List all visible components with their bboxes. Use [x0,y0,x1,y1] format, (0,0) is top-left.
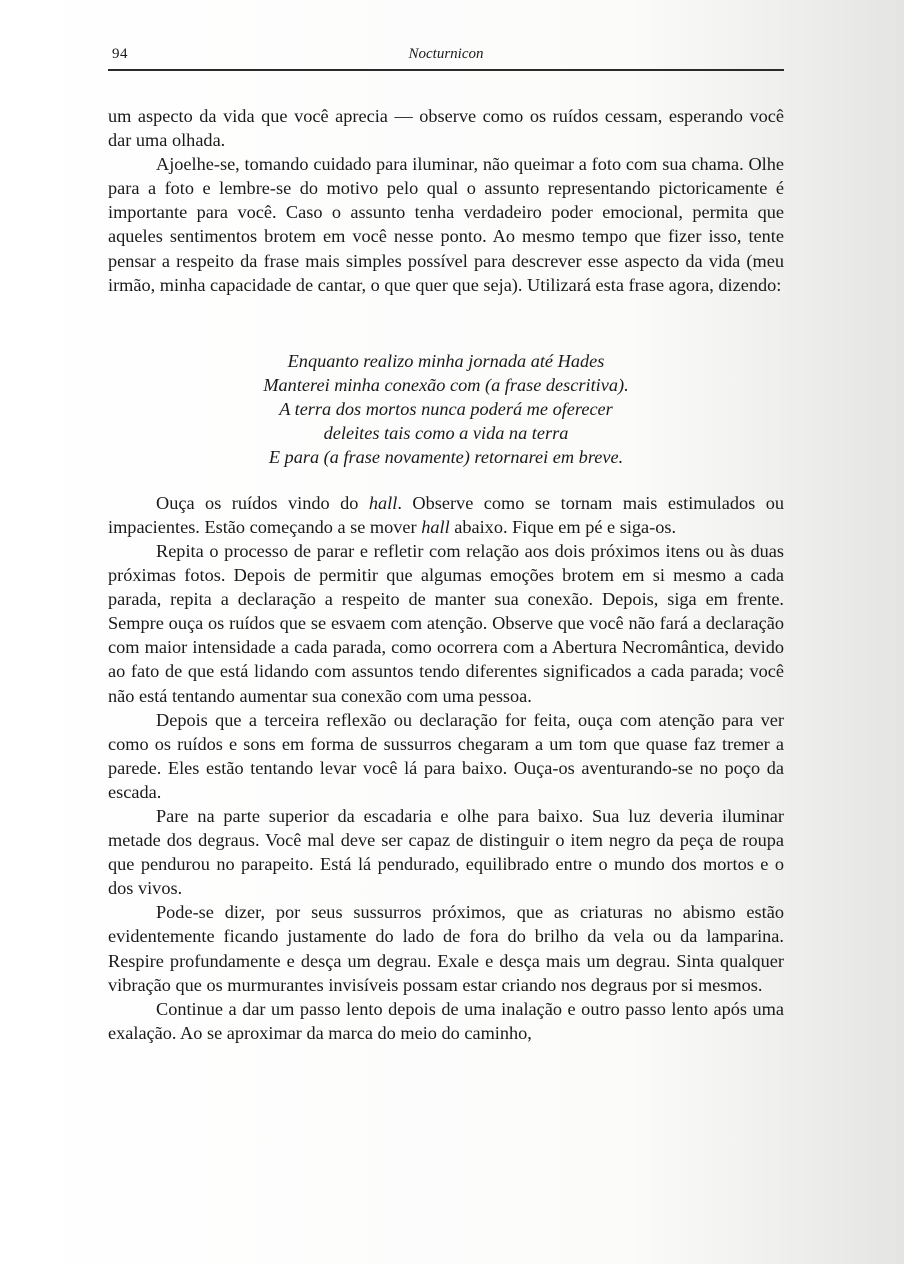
italic-term: hall [368,492,398,513]
page-header [108,44,784,68]
running-title: Nocturnicon [408,46,484,62]
invocation-verse [108,349,784,469]
paragraph-6: Pare na parte superior da escadaria e olhe para baixo. Sua luz deveria iluminar metade dos degraus. Você mal deve ser capaz de distinguir o item negro da peça de roupa que pendurou no parapeito. Está lá pendurado, equilibrado entre o mundo dos mortos e o dos vivos. [108,805,784,899]
header-rule [108,69,784,71]
paragraph-7: Pode-se dizer, por seus sussurros próximos, que as criaturas no abismo estão evidentemente ficando justamente do lado de fora do brilho da vela ou da lamparina. Respire profundamente e desça um degrau. Exale e desça mais um degrau. Sinta qualquer vibração que os murmurantes invisíveis possam estar criando nos degraus por si mesmos. [108,902,784,995]
verse-line: Enquanto realizo minha jornada até Hades [287,350,605,371]
paragraph-3 [108,491,784,539]
paragraph-3-part: . Observe como se tornam mais estimulados ou impacientes. Estão começando a se mover [108,492,784,537]
paragraph-5: Depois que a terceira reflexão ou declaração for feita, ouça com atenção para ver como os ruídos e sons em forma de sussurros chegaram a um tom que quase faz tremer a parede. Eles estão tentando levar você lá para baixo. Ouça-os aventurando-se no poço da escada. [108,709,784,802]
verse-line: A terra dos mortos nunca poderá me oferecer [279,398,613,419]
paragraph-1: um aspecto da vida que você aprecia — observe como os ruídos cessam, esperando você dar uma olhada. [108,106,784,151]
paragraph-2: Ajoelhe-se, tomando cuidado para iluminar, não queimar a foto com sua chama. Olhe para a foto e lembre-se do motivo pelo qual o assunto representando pictoricamente é importante para você. Caso o assunto tenha verdadeiro poder emocional, permita que aqueles sentimentos brotem em você nesse ponto. Ao mesmo tempo que fizer isso, tente pensar a respeito da frase mais simples possível para descrever esse aspecto da vida (meu irmão, minha capacidade de cantar, o que quer que seja). Utilizará esta frase agora, dizendo: [108,154,784,295]
page-number: 94 [112,46,128,62]
verse-line: E para (a frase novamente) retornarei em breve. [268,446,624,467]
italic-term: hall [421,516,450,537]
paragraph-8: Continue a dar um passo lento depois de uma inalação e outro passo lento após uma exalação. Ao se aproximar da marca do meio do caminho, [108,998,784,1043]
verse-line: deleites tais como a vida na terra [323,422,569,443]
paragraph-3-part: Ouça os ruídos vindo do [156,492,369,513]
paragraph-3-part: abaixo. Fique em pé e siga-os. [449,516,677,537]
body-text [108,104,784,1045]
paragraph-4: Repita o processo de parar e refletir com relação aos dois próximos itens ou às duas próximas fotos. Depois de permitir que algumas emoções brotem em si mesmo a cada parada, repita a declaração a respeito de manter sua conexão. Depois, siga em frente. Sempre ouça os ruídos que se esvaem com atenção. Observe que você não fará a declaração com maior intensidade a cada parada, como ocorrera com a Abertura Necromântica, devido ao fato de que está lidando com assuntos tendo diferentes significados a cada parada; você não está tentando aumentar sua conexão com uma pessoa. [108,540,784,706]
verse-line: Manterei minha conexão com (a frase descritiva). [263,374,629,395]
